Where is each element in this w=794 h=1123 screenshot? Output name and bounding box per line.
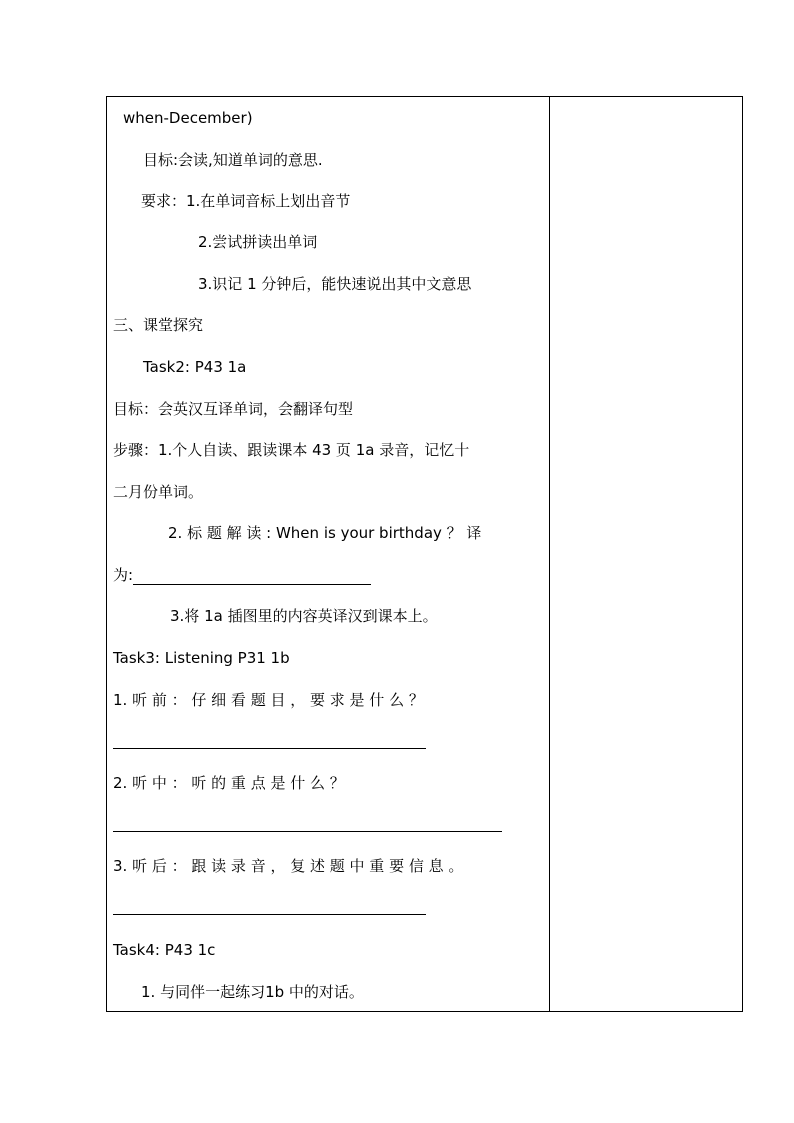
text-line: 2.尝试拼读出单词 <box>198 233 318 251</box>
answer-blank[interactable] <box>113 748 426 749</box>
column-divider <box>549 97 550 1011</box>
answer-blank[interactable] <box>133 568 371 585</box>
translate-label: 为: <box>113 566 134 584</box>
text-line: 2. 听 中 ： 听 的 重 点 是 什 么 ？ <box>113 774 345 792</box>
text-line: Task2: P43 1a <box>143 358 247 376</box>
text-line: 二月份单词。 <box>113 483 204 501</box>
text-line: when-December) <box>123 109 253 127</box>
text-line: 3.识记 1 分钟后，能快速说出其中文意思 <box>198 275 472 293</box>
section-heading: 三、课堂探究 <box>113 316 204 334</box>
text-line: 要求：1.在单词音标上划出音节 <box>141 192 351 210</box>
text-line: 2. 标 题 解 读 : When is your birthday ？ 译 <box>168 524 482 542</box>
text-line <box>113 565 371 585</box>
text-line: Task4: P43 1c <box>113 941 216 959</box>
text-line: Task3: Listening P31 1b <box>113 649 290 667</box>
text-line: 1. 与同伴一起练习1b 中的对话。 <box>141 983 364 1001</box>
text-line: 目标:会读,知道单词的意思. <box>143 151 323 169</box>
text-line: 3. 听 后 ： 跟 读 录 音 ， 复 述 题 中 重 要 信 息 。 <box>113 857 464 875</box>
answer-blank[interactable] <box>113 831 502 832</box>
answer-blank[interactable] <box>113 914 426 915</box>
text-line: 1. 听 前 ： 仔 细 看 题 目 ， 要 求 是 什 么 ？ <box>113 691 424 709</box>
text-line: 目标：会英汉互译单词，会翻译句型 <box>113 400 354 418</box>
text-line: 3.将 1a 插图里的内容英译汉到课本上。 <box>170 607 438 625</box>
text-line: 步骤：1.个人自读、跟读课本 43 页 1a 录音，记忆十 <box>113 441 470 459</box>
